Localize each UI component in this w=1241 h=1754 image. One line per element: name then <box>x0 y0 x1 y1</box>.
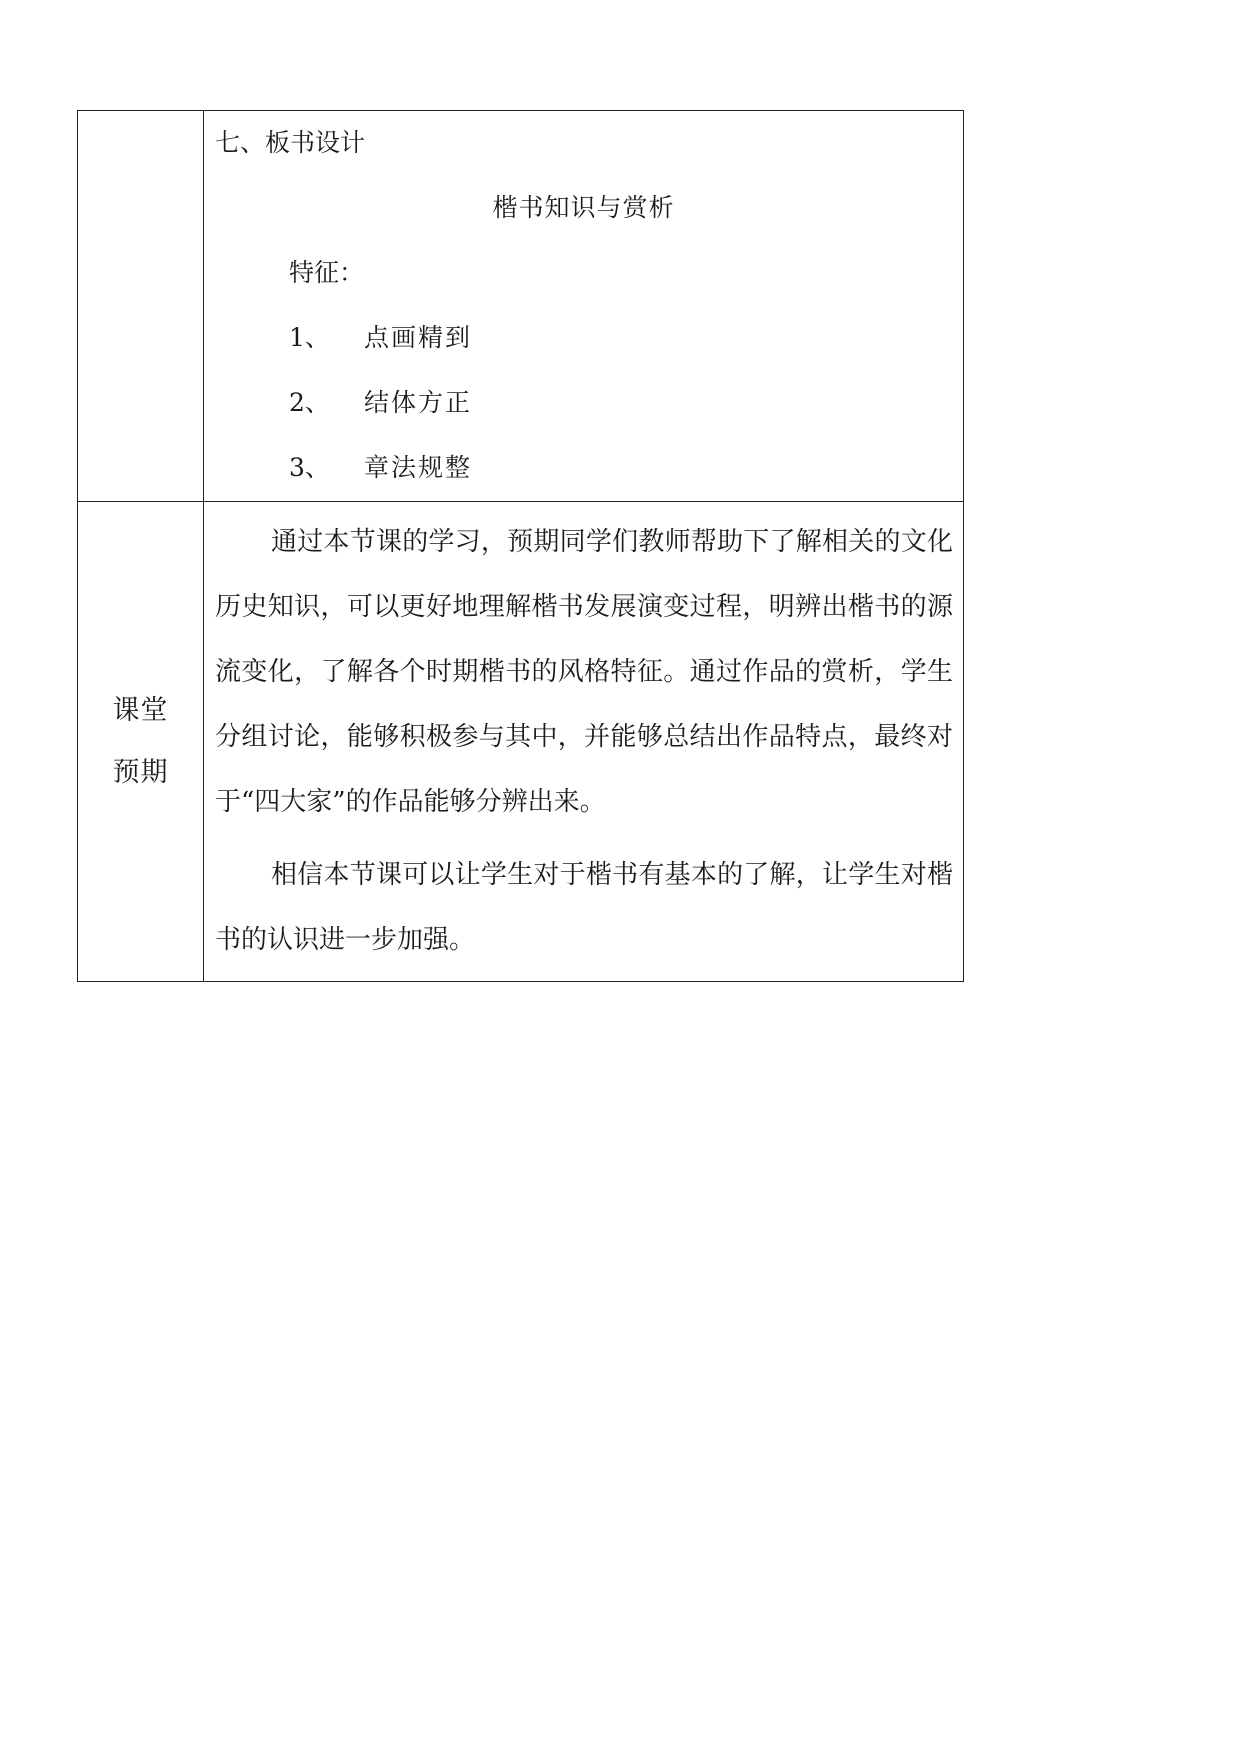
feature-item <box>289 323 472 353</box>
feature-number: 2、 <box>289 388 330 417</box>
feature-item <box>289 453 472 483</box>
expectation-paragraph: 通过本节课的学习，预期同学们教师帮助下了解相关的文化历史知识，可以更好地理解楷书发展演变过程，明辨出楷书的源流变化，了解各个时期楷书的风格特征。通过作品的赏析，学生分组讨论，能够积极参与其中，并能够总结出作品特点，最终对于“四大家”的作品能够分辨出来。 <box>215 527 953 817</box>
expectation-row <box>78 502 964 982</box>
lesson-plan-table <box>77 110 964 982</box>
expectation-paragraph: 相信本节课可以让学生对于楷书有基本的了解，让学生对楷书的认识进一步加强。 <box>215 860 953 955</box>
feature-text: 点画精到 <box>364 323 473 352</box>
board-design-content-cell <box>204 111 964 502</box>
feature-item <box>289 388 472 418</box>
feature-number: 1、 <box>289 323 330 352</box>
board-design-row <box>78 111 964 502</box>
feature-text: 结体方正 <box>364 388 473 417</box>
expectation-label-line: 预期 <box>112 756 169 788</box>
feature-label: 特征： <box>289 258 365 287</box>
expectation-label-line: 课堂 <box>112 694 169 726</box>
board-design-heading: 七、板书设计 <box>215 128 366 157</box>
expectation-label-cell <box>78 502 204 982</box>
board-design-label-cell <box>78 111 204 502</box>
feature-number: 3、 <box>289 453 330 482</box>
expectation-content-cell <box>204 502 964 982</box>
board-title: 楷书知识与赏析 <box>492 193 675 222</box>
feature-text: 章法规整 <box>364 453 473 482</box>
